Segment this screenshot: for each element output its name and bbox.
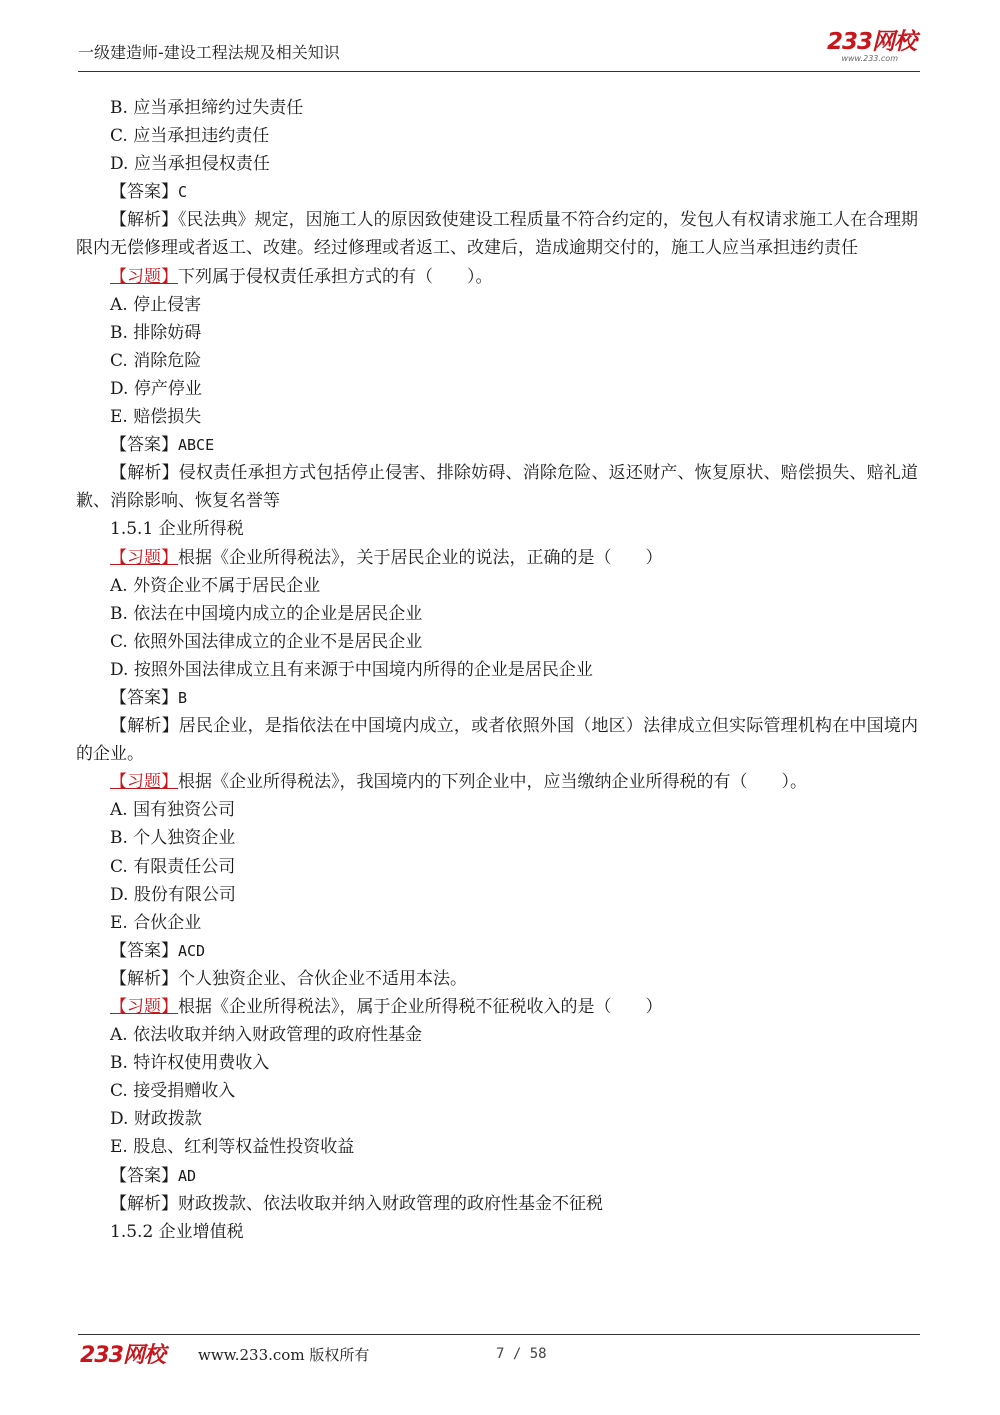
option: C. 应当承担违约责任	[110, 126, 270, 147]
analysis-text: 《民法典》规定，因施工人的原因致使建设工程质量不符合约定的，发包人有权请求施工人在合理期限内无偿修理或者返工、改建。经过修理或者返工、改建后，造成逾期交付的，施工人应当承担违约责任	[76, 210, 919, 259]
analysis-label: 【解析】	[110, 968, 178, 989]
footer-logo: 233网校	[80, 1343, 165, 1368]
answer-value: AD	[178, 1166, 197, 1185]
answer-label: 【答案】	[110, 940, 178, 961]
analysis-label: 【解析】	[110, 463, 179, 484]
answer-line	[76, 684, 918, 712]
answer-label: 【答案】	[110, 1165, 178, 1186]
analysis-paragraph	[76, 206, 918, 262]
exercise-label: 【习题】	[110, 997, 178, 1017]
question-text: 根据《企业所得税法》，属于企业所得税不征税收入的是（ ）	[178, 997, 663, 1017]
analysis-paragraph	[76, 459, 918, 515]
page-header	[78, 28, 920, 72]
option: D. 应当承担侵权责任	[110, 154, 270, 175]
option: D. 停产停业	[110, 378, 202, 399]
answer-value: C	[178, 183, 188, 202]
option: B. 排除妨碍	[110, 322, 202, 343]
option: B. 应当承担缔约过失责任	[110, 98, 304, 118]
answer-label: 【答案】	[110, 687, 178, 708]
analysis-label: 【解析】	[110, 716, 179, 737]
question-text: 根据《企业所得税法》，关于居民企业的说法，正确的是（ ）	[178, 547, 663, 568]
answer-line	[76, 431, 918, 459]
question-line	[76, 993, 918, 1021]
option: E. 合伙企业	[110, 912, 202, 933]
analysis-line	[76, 965, 918, 993]
analysis-line	[76, 1190, 918, 1218]
section-heading: 1.5.1 企业所得税	[110, 519, 244, 540]
option: C. 依照外国法律成立的企业不是居民企业	[110, 631, 423, 652]
document-title: 一级建造师-建设工程法规及相关知识	[78, 43, 340, 62]
analysis-paragraph	[76, 712, 918, 768]
option: A. 外资企业不属于居民企业	[110, 575, 321, 596]
option: D. 股份有限公司	[110, 884, 236, 905]
section-heading: 1.5.2 企业增值税	[110, 1221, 244, 1242]
exercise-label: 【习题】	[110, 547, 178, 568]
question-line	[76, 544, 918, 572]
answer-value: ACD	[178, 941, 206, 960]
answer-line	[76, 1162, 918, 1190]
analysis-text: 个人独资企业、合伙企业不适用本法。	[178, 968, 467, 989]
analysis-text: 财政拨款、依法收取并纳入财政管理的政府性基金不征税	[178, 1193, 603, 1214]
logo-url: www.233.com	[841, 54, 898, 63]
analysis-text: 居民企业，是指依法在中国境内成立，或者依照外国（地区）法律成立但实际管理机构在中国境内的企业。	[76, 716, 919, 765]
logo-text: 233网校	[826, 29, 916, 55]
answer-line	[76, 937, 918, 965]
brand-logo	[827, 30, 916, 63]
footer-copyright: www.233.com 版权所有	[198, 1346, 370, 1364]
header-divider	[78, 71, 920, 72]
answer-value: ABCE	[178, 436, 215, 455]
question-line	[76, 263, 918, 291]
analysis-text: 侵权责任承担方式包括停止侵害、排除妨碍、消除危险、返还财产、恢复原状、赔偿损失、赔礼道歉、消除影响、恢复名誉等	[76, 463, 919, 512]
question-text: 下列属于侵权责任承担方式的有（ ）。	[178, 266, 493, 287]
option: A. 依法收取并纳入财政管理的政府性基金	[110, 1025, 423, 1046]
option: C. 消除危险	[110, 350, 202, 371]
option: B. 依法在中国境内成立的企业是居民企业	[110, 603, 423, 624]
footer-divider	[78, 1334, 920, 1335]
option: C. 接受捐赠收入	[110, 1081, 236, 1102]
answer-label: 【答案】	[110, 182, 178, 203]
analysis-label: 【解析】	[110, 210, 179, 231]
option: B. 个人独资企业	[110, 828, 236, 849]
option: D. 按照外国法律成立且有来源于中国境内所得的企业是居民企业	[110, 659, 593, 680]
exercise-label: 【习题】	[110, 772, 178, 793]
page-footer	[80, 1338, 920, 1370]
answer-label: 【答案】	[110, 435, 178, 456]
exercise-label: 【习题】	[110, 266, 178, 287]
question-line	[76, 768, 918, 796]
option: C. 有限责任公司	[110, 856, 236, 877]
option: E. 赔偿损失	[110, 407, 202, 428]
option: A. 停止侵害	[110, 294, 202, 315]
answer-value: B	[178, 688, 188, 707]
option: D. 财政拨款	[110, 1109, 202, 1130]
question-text: 根据《企业所得税法》，我国境内的下列企业中，应当缴纳企业所得税的有（ ）。	[178, 772, 807, 793]
document-body	[76, 94, 918, 1246]
option: A. 国有独资公司	[110, 800, 236, 821]
analysis-label: 【解析】	[110, 1193, 178, 1214]
option: B. 特许权使用费收入	[110, 1053, 270, 1074]
answer-line	[76, 178, 918, 206]
option: E. 股息、红利等权益性投资收益	[110, 1137, 355, 1158]
page-number: 7 / 58	[496, 1346, 547, 1362]
